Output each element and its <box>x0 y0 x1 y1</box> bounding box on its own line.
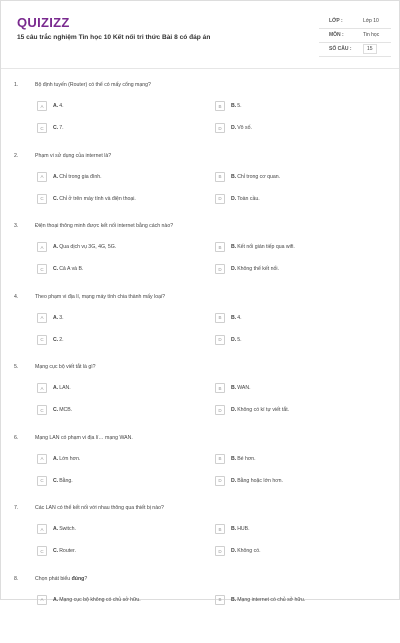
option-letter-box: A <box>37 595 47 605</box>
option-d[interactable] <box>215 264 279 274</box>
option-letter-box: B <box>215 172 225 182</box>
option-text: WAN. <box>237 385 250 391</box>
option-text: Không có. <box>237 548 260 554</box>
option-letter-box: B <box>215 313 225 323</box>
option-key: B. <box>231 103 236 109</box>
option-c[interactable] <box>37 264 83 274</box>
option-letter-box: D <box>215 546 225 556</box>
option-letter-box: A <box>37 454 47 464</box>
option-text: Router. <box>59 548 76 554</box>
option-key: A. <box>53 244 58 250</box>
option-key: B. <box>231 597 236 603</box>
option-letter-box: C <box>37 264 47 274</box>
option-a[interactable] <box>37 242 116 252</box>
option-a[interactable] <box>37 454 80 464</box>
meta-key: SỐ CÂU : <box>329 46 352 52</box>
question-text: Các LAN có thể kết nối với nhau thông qua thiết bị nào? <box>35 505 375 511</box>
question-text-pre: Chọn phát biểu <box>35 576 72 582</box>
option-d[interactable] <box>215 476 283 486</box>
option-key: A. <box>53 526 58 532</box>
option-a[interactable] <box>37 383 71 393</box>
option-letter-box: D <box>215 264 225 274</box>
question-list <box>1 79 400 643</box>
option-text: Vô số. <box>237 125 252 131</box>
meta-value: Tin học <box>363 32 379 38</box>
option-letter-box: D <box>215 476 225 486</box>
question-number: 2. <box>14 153 18 159</box>
option-text: LAN. <box>59 385 71 391</box>
option-key: C. <box>53 407 58 413</box>
option-text: 5. <box>237 103 241 109</box>
option-key: D. <box>231 337 236 343</box>
option-b[interactable] <box>215 524 250 534</box>
option-key: A. <box>53 103 58 109</box>
option-letter-box: B <box>215 524 225 534</box>
option-b[interactable] <box>215 172 280 182</box>
option-text: 2. <box>59 337 63 343</box>
option-key: B. <box>231 526 236 532</box>
option-text: Không thể kết nối. <box>237 266 279 272</box>
meta-row-class <box>319 15 391 29</box>
option-a[interactable] <box>37 313 64 323</box>
header-divider <box>1 68 399 69</box>
question-number: 3. <box>14 223 18 229</box>
option-text: 3. <box>59 315 63 321</box>
option-c[interactable] <box>37 476 73 486</box>
option-letter-box: D <box>215 123 225 133</box>
option-d[interactable] <box>215 335 242 345</box>
option-c[interactable] <box>37 123 64 133</box>
option-key: A. <box>53 385 58 391</box>
question-number: 4. <box>14 294 18 300</box>
option-b[interactable] <box>215 454 256 464</box>
option-key: A. <box>53 456 58 462</box>
option-letter-box: D <box>215 335 225 345</box>
option-text: Chỉ trong gia đình. <box>59 174 101 180</box>
meta-row-subject <box>319 29 391 43</box>
option-letter-box: C <box>37 123 47 133</box>
option-text: Lớn hơn. <box>59 456 80 462</box>
option-key: B. <box>231 174 236 180</box>
meta-row-count <box>319 43 391 57</box>
meta-key: LỚP : <box>329 18 343 24</box>
option-letter-box: C <box>37 194 47 204</box>
option-c[interactable] <box>37 335 64 345</box>
question-text <box>35 576 375 582</box>
option-text: Bằng. <box>59 478 73 484</box>
option-text: 7. <box>59 125 63 131</box>
option-text: Chỉ trong cơ quan. <box>237 174 280 180</box>
question-number: 8. <box>14 576 18 582</box>
option-text: Mạng cục bộ không có chủ sở hữu. <box>59 597 141 603</box>
option-key: D. <box>231 266 236 272</box>
option-d[interactable] <box>215 405 289 415</box>
question-number: 7. <box>14 505 18 511</box>
option-letter-box: C <box>37 476 47 486</box>
option-letter-box: A <box>37 524 47 534</box>
option-c[interactable] <box>37 546 76 556</box>
meta-value: Lớp 10 <box>363 18 379 24</box>
option-text: Bé hơn. <box>237 456 255 462</box>
option-letter-box: A <box>37 313 47 323</box>
option-key: D. <box>231 196 236 202</box>
question-text: Phạm vi sử dụng của internet là? <box>35 153 375 159</box>
question-text: Theo phạm vi địa lí, mạng máy tính chia thành mấy loại? <box>35 294 375 300</box>
option-key: B. <box>231 315 236 321</box>
option-letter-box: B <box>215 101 225 111</box>
option-letter-box: C <box>37 335 47 345</box>
question-item <box>1 220 400 291</box>
option-letter-box: D <box>215 194 225 204</box>
option-text: Qua dịch vụ 3G, 4G, 5G. <box>59 244 116 250</box>
option-key: C. <box>53 478 58 484</box>
option-text: Không có kí tự viết tắt. <box>237 407 289 413</box>
option-key: C. <box>53 125 58 131</box>
question-item <box>1 79 400 150</box>
option-text: Switch. <box>59 526 76 532</box>
question-item <box>1 291 400 362</box>
option-text: MCB. <box>59 407 72 413</box>
meta-value: 15 <box>363 44 377 54</box>
option-text: Bằng hoặc lớn hơn. <box>237 478 283 484</box>
question-item <box>1 150 400 221</box>
option-a[interactable] <box>37 172 102 182</box>
option-letter-box: B <box>215 595 225 605</box>
option-c[interactable] <box>37 405 72 415</box>
option-key: A. <box>53 174 58 180</box>
question-item <box>1 432 400 503</box>
question-item <box>1 361 400 432</box>
option-letter-box: A <box>37 172 47 182</box>
option-text: Chỉ ở trên máy tính và điện thoại. <box>59 196 136 202</box>
option-letter-box: B <box>215 454 225 464</box>
option-a[interactable] <box>37 101 64 111</box>
option-letter-box: C <box>37 405 47 415</box>
question-item <box>1 502 400 573</box>
question-text: Điện thoại thông minh được kết nối internet bằng cách nào? <box>35 223 375 229</box>
option-key: C. <box>53 548 58 554</box>
option-key: D. <box>231 125 236 131</box>
option-text: Cả A và B. <box>59 266 83 272</box>
option-letter-box: A <box>37 242 47 252</box>
option-key: C. <box>53 266 58 272</box>
option-text: 4. <box>59 103 63 109</box>
option-key: C. <box>53 337 58 343</box>
option-key: B. <box>231 244 236 250</box>
option-d[interactable] <box>215 123 252 133</box>
option-key: A. <box>53 315 58 321</box>
option-letter-box: A <box>37 383 47 393</box>
option-letter-box: A <box>37 101 47 111</box>
option-b[interactable] <box>215 313 242 323</box>
meta-key: MÔN : <box>329 32 344 38</box>
option-letter-box: B <box>215 242 225 252</box>
option-c[interactable] <box>37 194 136 204</box>
question-item <box>1 573 400 643</box>
option-b[interactable] <box>215 242 295 252</box>
option-d[interactable] <box>215 546 261 556</box>
option-text: HUB. <box>237 526 249 532</box>
meta-table <box>319 15 391 57</box>
question-text: Mạng cục bộ viết tắt là gì? <box>35 364 375 370</box>
option-key: B. <box>231 456 236 462</box>
option-key: C. <box>53 196 58 202</box>
option-key: B. <box>231 385 236 391</box>
option-letter-box: C <box>37 546 47 556</box>
option-text: 4. <box>237 315 241 321</box>
option-text: 5. <box>237 337 241 343</box>
question-text: Mạng LAN có phạm vi địa lí… mạng WAN. <box>35 435 375 441</box>
option-key: D. <box>231 478 236 484</box>
option-letter-box: D <box>215 405 225 415</box>
quizizz-logo: QUIZIZZ <box>17 15 70 30</box>
question-text: Bộ định tuyến (Router) có thể có mấy cổng mạng? <box>35 82 375 88</box>
option-text: Toàn cầu. <box>237 196 260 202</box>
option-b[interactable] <box>215 383 251 393</box>
question-text-post: ? <box>84 576 87 582</box>
option-letter-box: B <box>215 383 225 393</box>
option-text: Kết nối gián tiếp qua wifi. <box>237 244 295 250</box>
option-key: D. <box>231 548 236 554</box>
option-b[interactable] <box>215 101 242 111</box>
option-text: Mạng internet có chủ sở hữu. <box>237 597 305 603</box>
page-title: 15 câu trắc nghiệm Tin học 10 Kết nối tri thức Bài 8 có đáp án <box>17 34 210 41</box>
question-number: 6. <box>14 435 18 441</box>
question-number: 5. <box>14 364 18 370</box>
option-key: A. <box>53 597 58 603</box>
question-number: 1. <box>14 82 18 88</box>
option-a[interactable] <box>37 524 76 534</box>
question-text-emphasis: đúng <box>72 576 85 582</box>
option-d[interactable] <box>215 194 260 204</box>
option-key: D. <box>231 407 236 413</box>
